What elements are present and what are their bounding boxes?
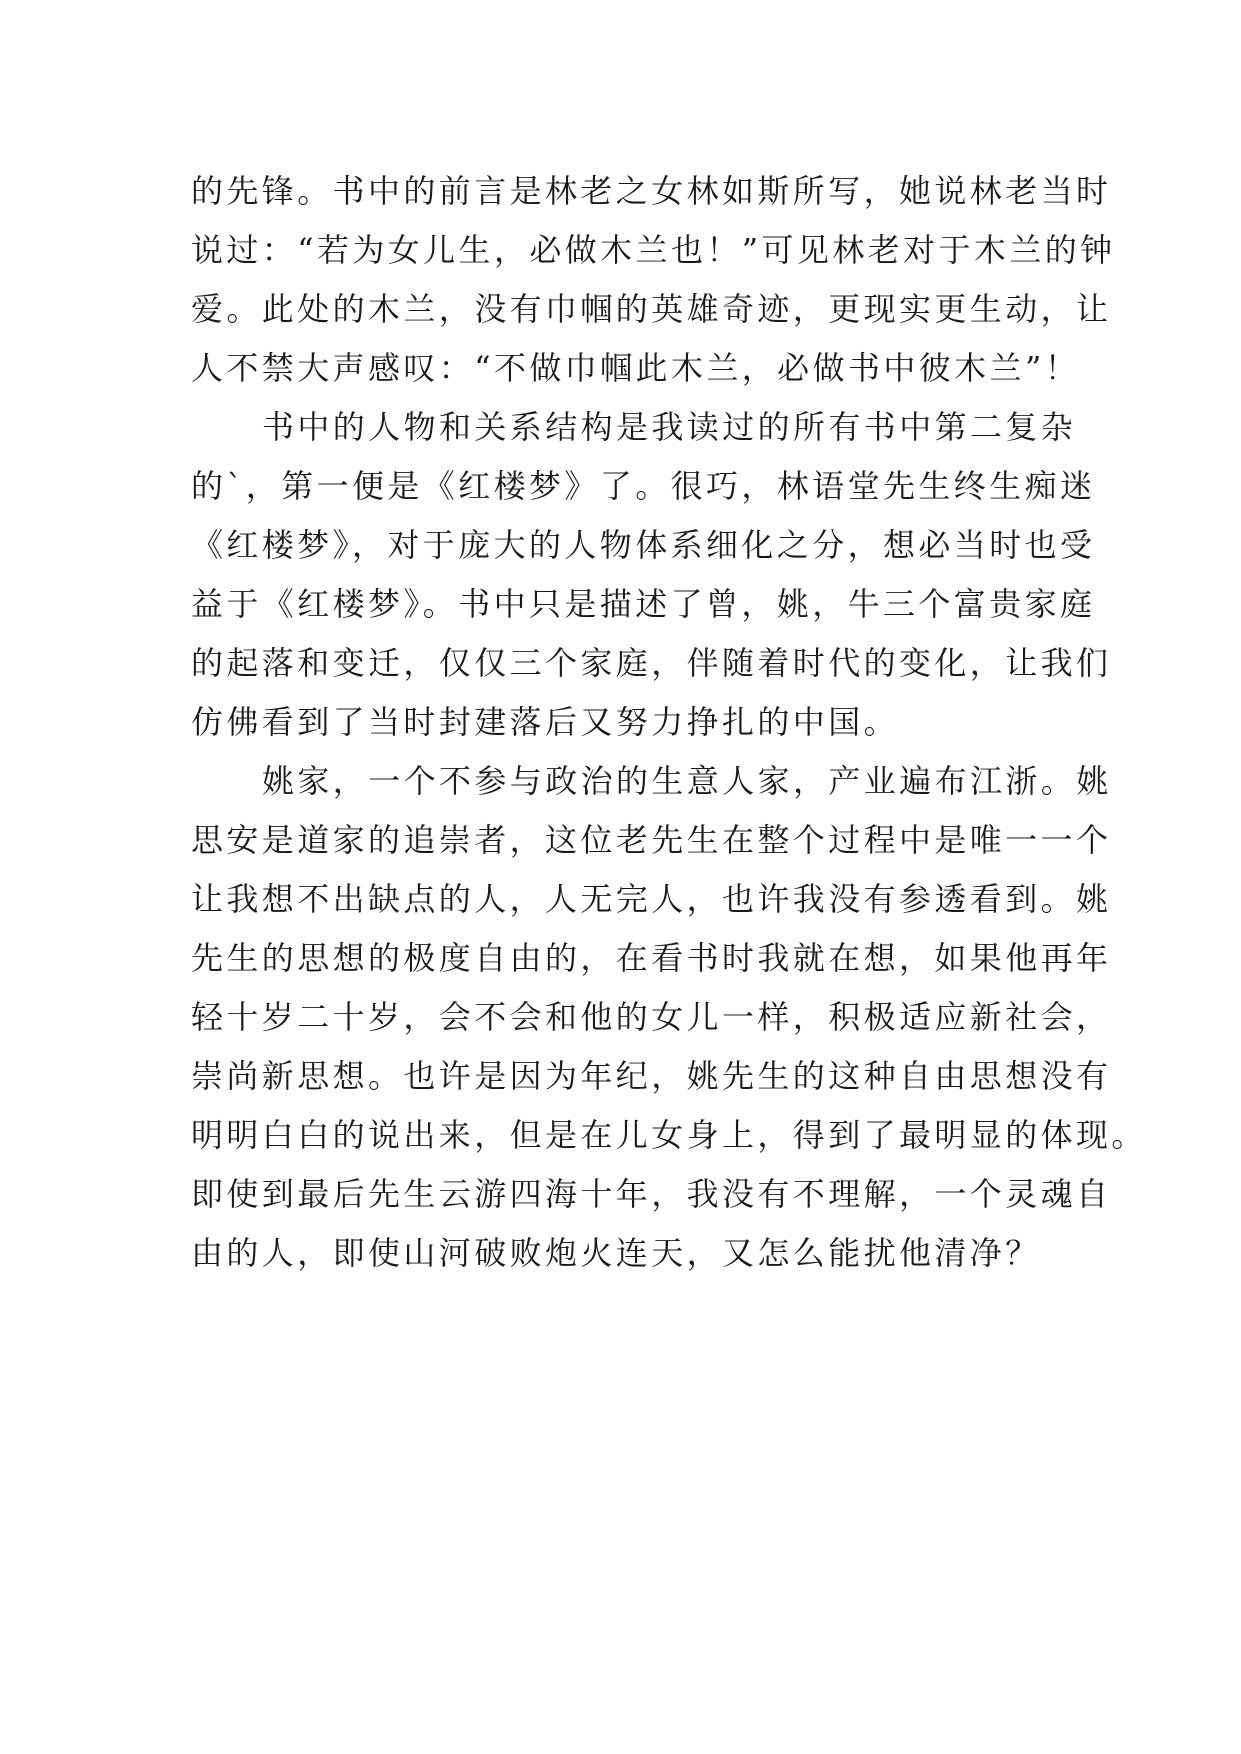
text-line: 先生的思想的极度自由的，在看书时我就在想，如果他再年 [191,939,1112,977]
text-line: 的起落和变迁，仅仅三个家庭，伴随着时代的变化，让我们 [191,644,1112,682]
text-line: 的先锋。书中的前言是林老之女林如斯所写，她说林老当时 [191,172,1112,210]
text-line: 轻十岁二十岁，会不会和他的女儿一样，积极适应新社会， [191,998,1112,1036]
text-line: 让我想不出缺点的人，人无完人，也许我没有参透看到。姚 [191,880,1112,918]
paragraph-2 [191,398,1112,752]
text-line: 的`，第一便是《红楼梦》了。很巧，林语堂先生终生痴迷 [191,467,1096,505]
text-line: 仿佛看到了当时封建落后又努力挣扎的中国。 [191,703,900,741]
paragraph-1 [191,162,1116,398]
text-line: 《红楼梦》，对于庞大的人物体系细化之分，想必当时也受 [191,526,1096,564]
text-line: 即使到最后先生云游四海十年，我没有不理解，一个灵魂自 [191,1175,1112,1213]
text-line: 书中的人物和关系结构是我读过的所有书中第二复杂 [262,408,1077,446]
text-line: 明明白白的说出来，但是在儿女身上，得到了最明显的体现。 [191,1116,1147,1154]
text-line: 说过：“若为女儿生，必做木兰也！”可见林老对于木兰的钟 [191,231,1116,269]
text-line: 崇尚新思想。也许是因为年纪，姚先生的这种自由思想没有 [191,1057,1112,1095]
paragraph-3 [191,752,1147,1283]
text-line: 姚家，一个不参与政治的生意人家，产业遍布江浙。姚 [262,762,1112,800]
text-line: 思安是道家的追崇者，这位老先生在整个过程中是唯一一个 [191,821,1112,859]
text-line: 人不禁大声感叹：“不做巾帼此木兰，必做书中彼木兰”！ [191,349,1081,387]
text-line: 由的人，即使山河破败炮火连天，又怎么能扰他清净？ [191,1234,1041,1272]
document-body [191,162,1147,1283]
text-line: 益于《红楼梦》。书中只是描述了曾，姚，牛三个富贵家庭 [191,585,1096,623]
text-line: 爱。此处的木兰，没有巾帼的英雄奇迹，更现实更生动，让 [191,290,1112,328]
